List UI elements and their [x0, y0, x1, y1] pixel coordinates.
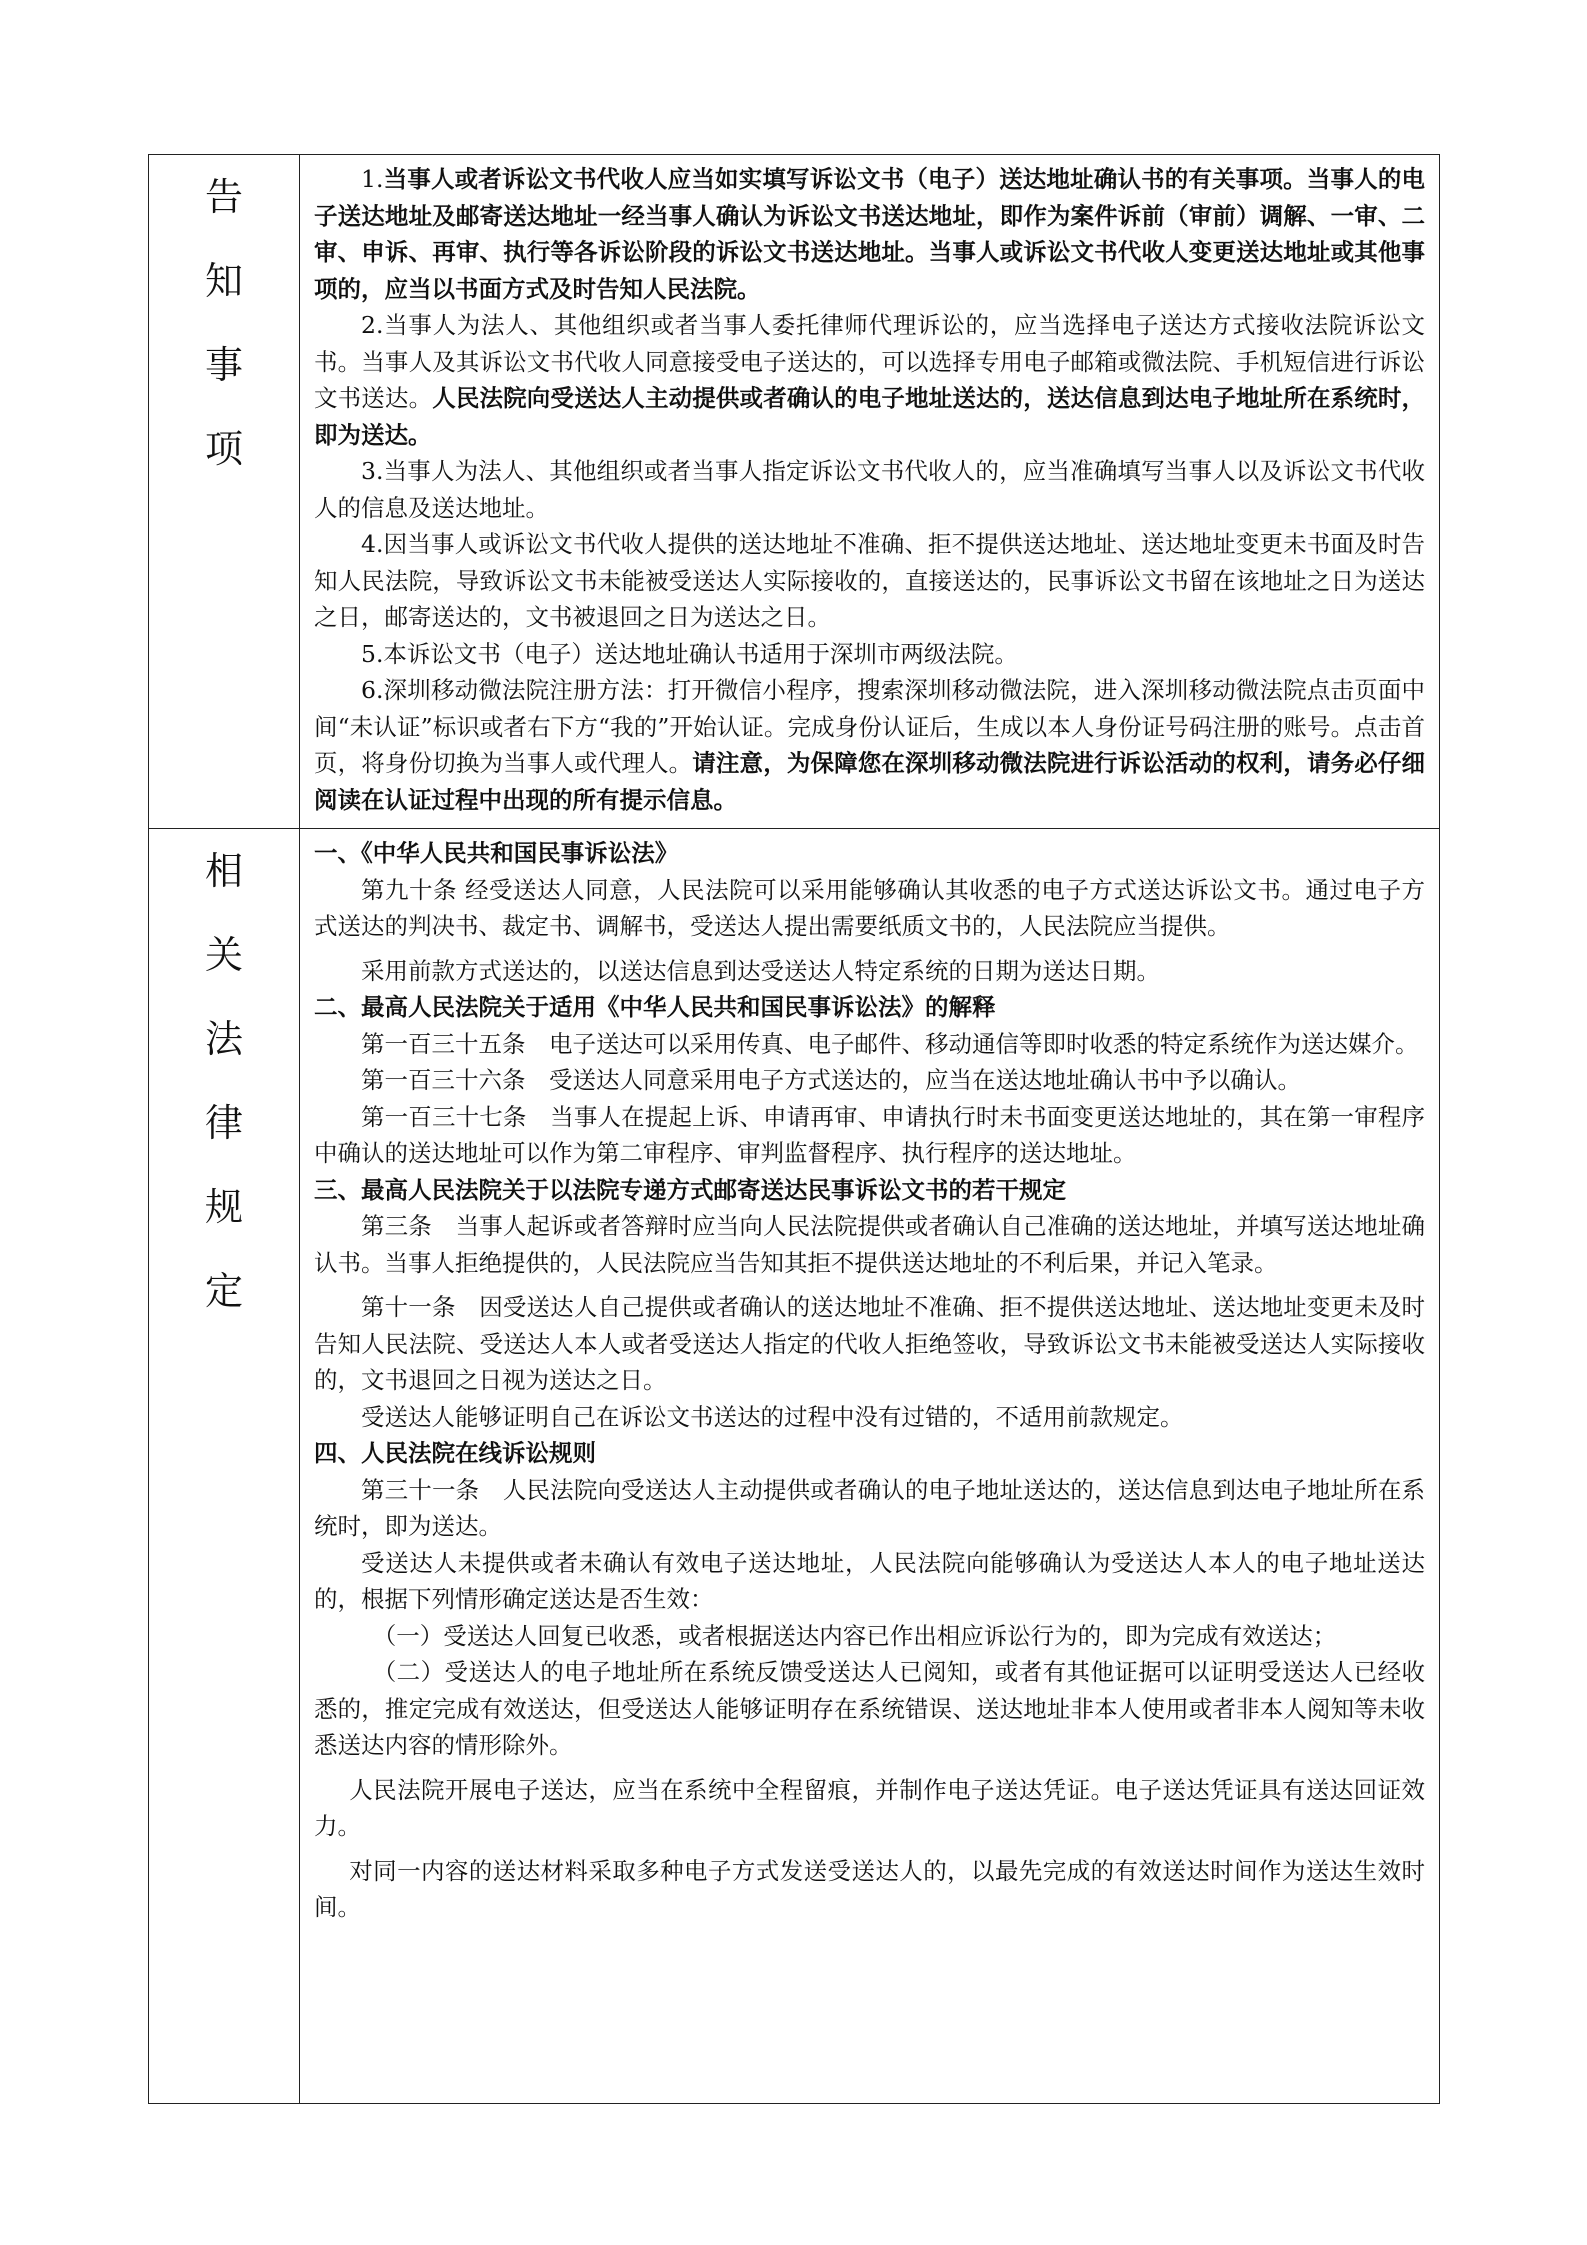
label-char: 律 [204, 1101, 243, 1145]
notice-label-cell [149, 155, 300, 829]
laws-label-cell [149, 829, 300, 2104]
notice-item-text: 2.当事人为法人、其他组织或者当事人委托律师代理诉讼的，应当选择电子送达方式接收法院诉讼文书。当事人及其诉讼文书代收人同意接受电子送达的，可以选择专用电子邮箱或微法院、手机短信进行诉讼文书送达。 [314, 311, 1425, 412]
notice-item-text: 5.本诉讼文书（电子）送达地址确认书适用于深圳市两级法院。 [361, 639, 1018, 668]
law-section-heading: 一、《中华人民共和国民事诉讼法》 [314, 839, 679, 867]
law-paragraph: 第一百三十六条 受送达人同意采用电子方式送达的，应当在送达地址确认书中予以确认。 [361, 1066, 1301, 1094]
notice-item [314, 307, 1425, 453]
law-paragraph: （二）受送达人的电子地址所在系统反馈受送达人已阅知，或者有其他证据可以证明受送达人已经收悉的，推定完成有效送达，但受送达人能够证明存在系统错误、送达地址非本人使用或者非本人阅知等未收悉送达内容的情形除外。 [314, 1658, 1425, 1759]
label-char: 相 [204, 849, 243, 893]
notice-item-emphasis: 人民法院向受送达人主动提供或者确认的电子地址送达的，送达信息到达电子地址所在系统时，即为送达。 [314, 384, 1426, 449]
notice-item-text: 4.因当事人或诉讼文书代收人提供的送达地址不准确、拒不提供送达地址、送达地址变更未书面及时告知人民法院，导致诉讼文书未能被受送达人实际接收的，直接送达的，民事诉讼文书留在该地址之日为送达之日，邮寄送达的，文书被退回之日为送达之日。 [314, 530, 1425, 631]
notice-item-text: 6.深圳移动微法院注册方法：打开微信小程序，搜索深圳移动微法院，进入深圳移动微法院点击页面中间“未认证”标识或者右下方“我的”开始认证。完成身份认证后，生成以本人身份证号码注册的账号。点击首页，将身份切换为当事人或代理人。 [314, 676, 1425, 777]
law-paragraph: 人民法院开展电子送达，应当在系统中全程留痕，并制作电子送达凭证。电子送达凭证具有送达回证效力。 [314, 1775, 1425, 1840]
notice-item [314, 672, 1425, 818]
law-paragraph: 受送达人未提供或者未确认有效电子送达地址，人民法院向能够确认为受送达人本人的电子地址送达的，根据下列情形确定送达是否生效： [314, 1548, 1425, 1613]
label-char: 定 [204, 1269, 243, 1313]
notice-item [314, 161, 1425, 307]
laws-content [300, 829, 1439, 1936]
label-char: 项 [204, 427, 243, 471]
notice-row [149, 155, 1440, 829]
notice-item [314, 526, 1425, 636]
label-char: 规 [204, 1185, 243, 1229]
laws-content-cell [300, 829, 1440, 2104]
notice-item-text: 1. [361, 165, 384, 193]
law-section-heading: 四、人民法院在线诉讼规则 [314, 1439, 596, 1467]
law-paragraph: 第一百三十五条 电子送达可以采用传真、电子邮件、移动通信等即时收悉的特定系统作为送达媒介。 [361, 1029, 1419, 1058]
notice-label [149, 155, 299, 491]
notice-content-cell [300, 155, 1440, 829]
laws-row [149, 829, 1440, 2104]
label-char: 知 [204, 259, 243, 303]
label-char: 事 [204, 343, 243, 387]
law-paragraph: （一）受送达人回复已收悉，或者根据送达内容已作出相应诉讼行为的，即为完成有效送达； [372, 1621, 1337, 1650]
notice-item-emphasis: 请注意，为保障您在深圳移动微法院进行诉讼活动的权利，请务必仔细阅读在认证过程中出现的所有提示信息。 [314, 749, 1426, 814]
law-paragraph: 受送达人能够证明自己在诉讼文书送达的过程中没有过错的，不适用前款规定。 [361, 1402, 1184, 1431]
law-paragraph: 第十一条 因受送达人自己提供或者确认的送达地址不准确、拒不提供送达地址、送达地址变更未及时告知人民法院、受送达人本人或者受送达人指定的代收人拒绝签收，导致诉讼文书未能被受送达人实际接收的，文书退回之日视为送达之日。 [314, 1293, 1425, 1394]
notice-table [148, 154, 1440, 2104]
label-char: 法 [204, 1017, 243, 1061]
notice-item [314, 453, 1425, 526]
law-paragraph: 第九十条 经受送达人同意，人民法院可以采用能够确认其收悉的电子方式送达诉讼文书。通过电子方式送达的判决书、裁定书、调解书，受送达人提出需要纸质文书的，人民法院应当提供。 [314, 875, 1425, 940]
notice-item-emphasis: 当事人或者诉讼文书代收人应当如实填写诉讼文书（电子）送达地址确认书的有关事项。当事人的电子送达地址及邮寄送达地址一经当事人确认为诉讼文书送达地址，即作为案件诉前（审前）调解、一审、二审、申诉、再审、执行等各诉讼阶段的诉讼文书送达地址。当事人或诉讼文书代收人变更送达地址或其他事项的，应当以书面方式及时告知人民法院。 [314, 165, 1425, 303]
law-paragraph: 第一百三十七条 当事人在提起上诉、申请再审、申请执行时未书面变更送达地址的，其在第一审程序中确认的送达地址可以作为第二审程序、审判监督程序、执行程序的送达地址。 [314, 1102, 1425, 1167]
law-paragraph: 第三条 当事人起诉或者答辩时应当向人民法院提供或者确认自己准确的送达地址，并填写送达地址确认书。当事人拒绝提供的，人民法院应当告知其拒不提供送达地址的不利后果，并记入笔录。 [314, 1212, 1425, 1277]
notice-item-text: 3.当事人为法人、其他组织或者当事人指定诉讼文书代收人的，应当准确填写当事人以及诉讼文书代收人的信息及送达地址。 [314, 457, 1425, 522]
law-paragraph: 对同一内容的送达材料采取多种电子方式发送受送达人的，以最先完成的有效送达时间作为送达生效时间。 [314, 1856, 1425, 1921]
label-char: 告 [204, 175, 243, 219]
notice-content [300, 155, 1439, 828]
law-paragraph: 采用前款方式送达的，以送达信息到达受送达人特定系统的日期为送达日期。 [361, 956, 1160, 985]
label-char: 关 [204, 933, 243, 977]
law-paragraph: 第三十一条 人民法院向受送达人主动提供或者确认的电子地址送达的，送达信息到达电子地址所在系统时，即为送达。 [314, 1475, 1425, 1540]
laws-label [149, 829, 299, 1333]
notice-item [314, 636, 1425, 673]
law-section-heading: 三、最高人民法院关于以法院专递方式邮寄送达民事诉讼文书的若干规定 [314, 1175, 1066, 1204]
law-section-heading: 二、最高人民法院关于适用《中华人民共和国民事诉讼法》的解释 [314, 993, 996, 1021]
